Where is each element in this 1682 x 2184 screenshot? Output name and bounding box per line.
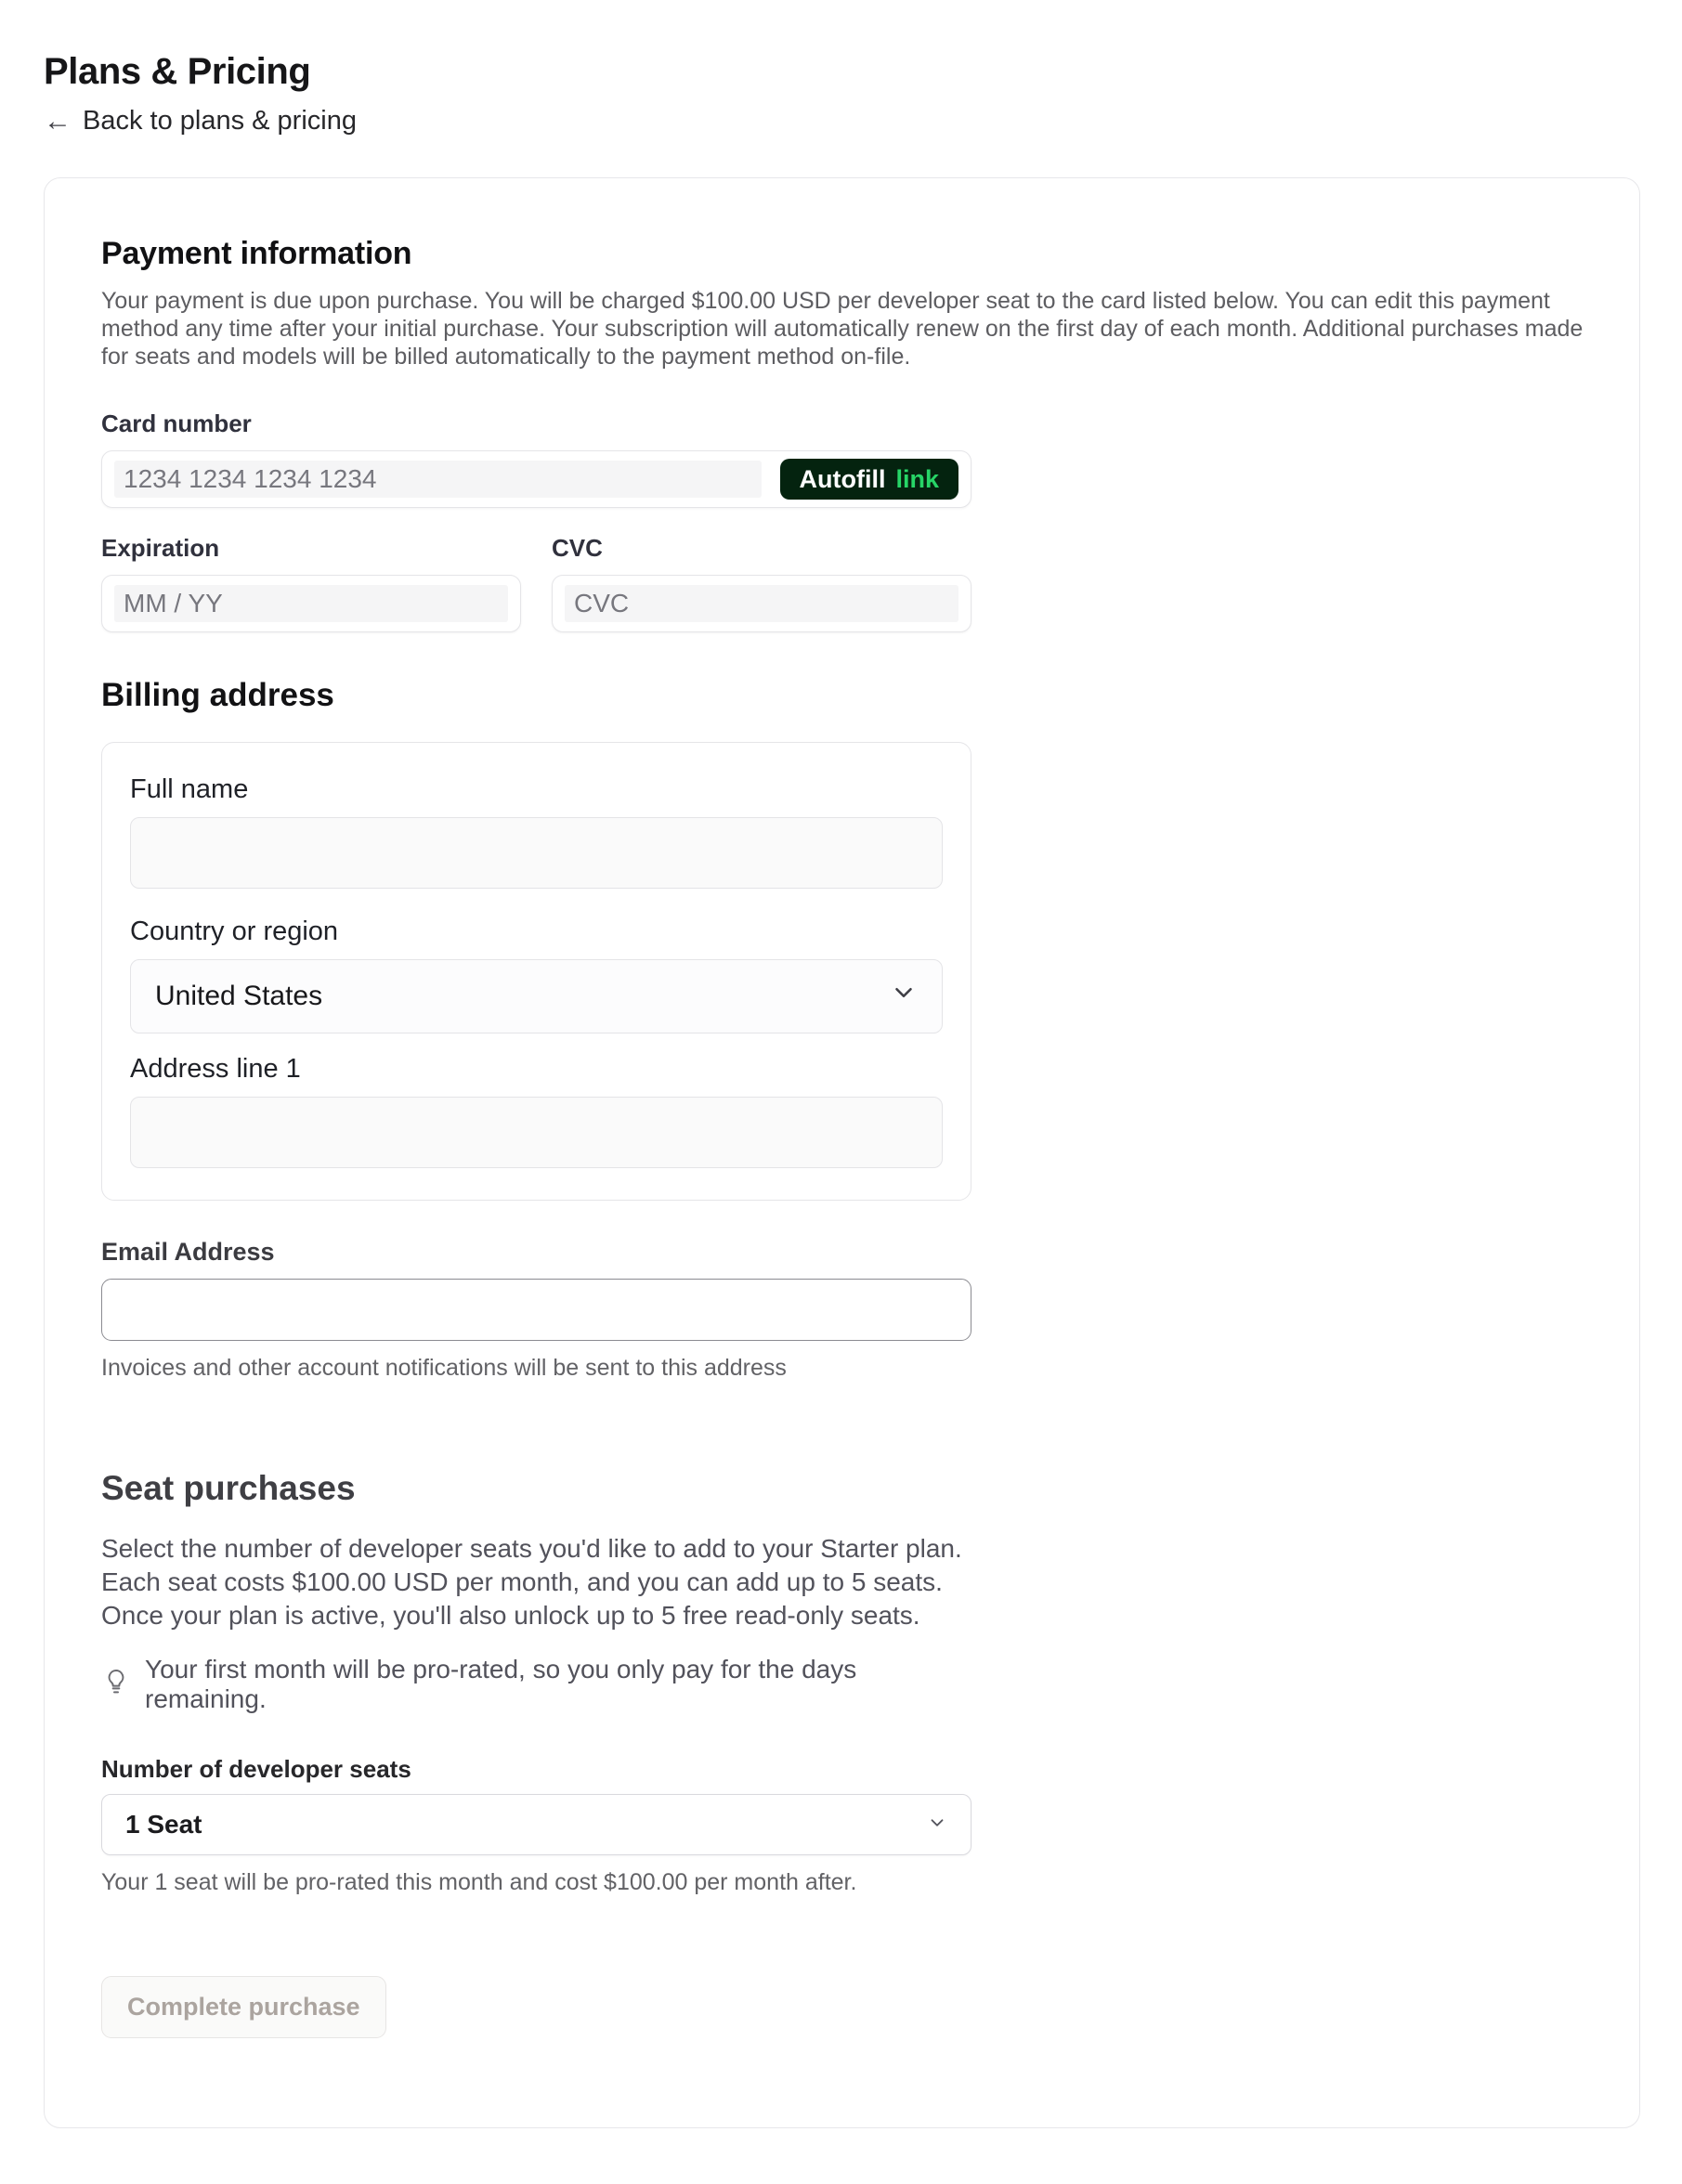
seat-count-selected-value: 1 Seat bbox=[125, 1810, 202, 1839]
cvc-input[interactable] bbox=[552, 575, 971, 632]
seats-heading: Seat purchases bbox=[101, 1469, 356, 1507]
country-label: Country or region bbox=[130, 916, 339, 946]
seat-count-helper-text: Your 1 seat will be pro-rated this month and cost $100.00 per month after. bbox=[101, 1869, 857, 1895]
autofill-label: Autofill bbox=[799, 464, 886, 493]
country-select[interactable] bbox=[130, 959, 943, 1034]
full-name-label: Full name bbox=[130, 774, 249, 804]
full-name-input[interactable] bbox=[130, 817, 943, 889]
complete-purchase-button[interactable]: Complete purchase bbox=[101, 1976, 386, 2038]
email-input[interactable] bbox=[101, 1279, 971, 1341]
email-label: Email Address bbox=[101, 1238, 275, 1266]
back-link-label: Back to plans & pricing bbox=[83, 106, 357, 136]
address-line1-input[interactable] bbox=[130, 1097, 943, 1168]
autofill-link-button[interactable] bbox=[780, 459, 959, 500]
card-number-placeholder: 1234 1234 1234 1234 bbox=[124, 464, 377, 493]
address-line1-label: Address line 1 bbox=[130, 1054, 301, 1084]
billing-address-group bbox=[101, 742, 971, 1201]
card-number-label: Card number bbox=[101, 410, 252, 437]
payment-heading: Payment information bbox=[101, 236, 412, 271]
email-helper-text: Invoices and other account notifications will be sent to this address bbox=[101, 1355, 787, 1381]
prorate-tip-text: Your first month will be pro-rated, so you only pay for the days remaining. bbox=[145, 1655, 857, 1713]
seats-description: Select the number of developer seats you'd like to add to your Starter plan. Each seat costs $100.00 USD per month, and you can add up to 5 seats. Once your plan is active, you'll also unlock up to 5 free read-only seats. bbox=[101, 1534, 962, 1630]
seat-count-label: Number of developer seats bbox=[101, 1755, 411, 1783]
back-link[interactable] bbox=[44, 106, 357, 136]
expiration-placeholder-strip bbox=[114, 585, 508, 622]
expiration-placeholder: MM / YY bbox=[124, 589, 223, 618]
arrow-left-icon: ← bbox=[44, 105, 72, 136]
chevron-down-icon bbox=[927, 1810, 947, 1840]
cvc-placeholder-strip bbox=[565, 585, 958, 622]
card-number-placeholder-strip bbox=[114, 461, 762, 498]
prorate-tip bbox=[101, 1655, 971, 1714]
seat-count-select[interactable] bbox=[101, 1794, 971, 1855]
chevron-down-icon bbox=[890, 979, 918, 1014]
payment-description: Your payment is due upon purchase. You will be charged $100.00 USD per developer seat to the card listed below. You can edit this payment method any time after your initial purchase. Your subscription will automatically renew on the first day of each month. Additional purchases made for seats and models will be billed automatically to the payment method on-file. bbox=[101, 288, 1584, 370]
lightbulb-icon bbox=[101, 1667, 131, 1703]
expiration-input[interactable] bbox=[101, 575, 521, 632]
billing-heading: Billing address bbox=[101, 677, 334, 713]
cvc-placeholder: CVC bbox=[574, 589, 630, 618]
country-selected-value: United States bbox=[155, 981, 323, 1011]
page-title: Plans & Pricing bbox=[44, 51, 311, 92]
cvc-label: CVC bbox=[552, 534, 603, 562]
card-number-input[interactable] bbox=[101, 450, 971, 508]
purchase-card bbox=[44, 177, 1640, 2128]
expiration-label: Expiration bbox=[101, 534, 220, 562]
link-brand-label: link bbox=[895, 464, 939, 493]
